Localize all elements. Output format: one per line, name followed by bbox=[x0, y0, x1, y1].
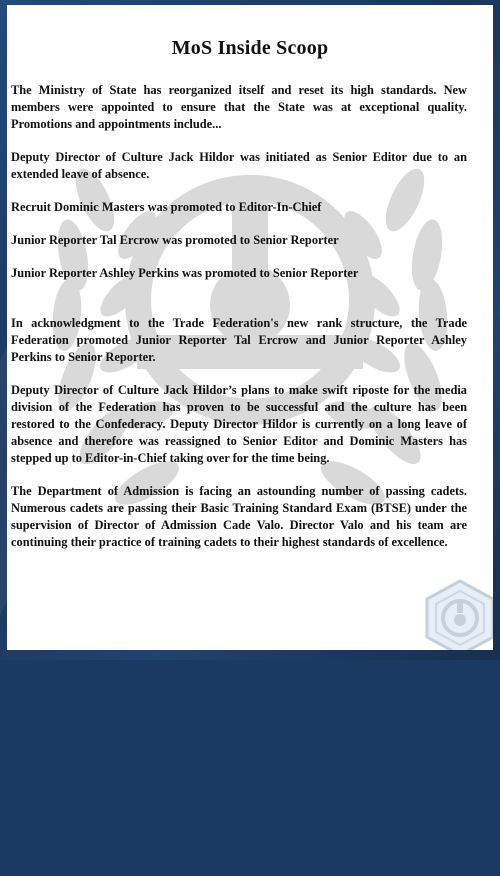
paragraph-perkins-promotion: Junior Reporter Ashley Perkins was promoted to Senior Reporter bbox=[11, 266, 359, 280]
hexagon-emblem-icon bbox=[419, 577, 493, 650]
document-title: MoS Inside Scoop bbox=[171, 37, 329, 59]
paragraph-admission: The Department of Admission is facing an astounding number of passing cadets. Numerous cadets are passing their Basic Training Standard Exam (BTSE) under the supervision of Director of Admission Cade Valo. Director Valo and his team are continuing their practice of training cadets to their highest standards of excellence. bbox=[11, 484, 467, 549]
paragraph-masters-promotion: Recruit Dominic Masters was promoted to Editor-In-Chief bbox=[11, 200, 322, 214]
spacer bbox=[11, 298, 467, 315]
article-body bbox=[11, 82, 467, 567]
paragraph-trade-federation: In acknowledgment to the Trade Federation's new rank structure, the Trade Federation promoted Junior Reporter Tal Ercrow and Junior Reporter Ashley Perkins to Senior Reporter. bbox=[11, 316, 467, 364]
paragraph-hildor-editor: Deputy Director of Culture Jack Hildor was initiated as Senior Editor due to an extended leave of absence. bbox=[11, 150, 467, 181]
paragraph-culture-division: Deputy Director of Culture Jack Hildor’s plans to make swift riposte for the media division of the Federation has proven to be successful and the culture has been restored to the Confederacy. Deputy Director Hildor is currently on a long leave of absence and therefore was reassigned to Senior Editor and Dominic Masters has stepped up to Editor-in-Chief taking over for the time being. bbox=[11, 383, 467, 465]
paragraph-ercrow-promotion: Junior Reporter Tal Ercrow was promoted to Senior Reporter bbox=[11, 233, 339, 247]
paragraph-intro: The Ministry of State has reorganized itself and reset its high standards. New members were appointed to ensure that the State was at exceptional quality. Promotions and appointments include... bbox=[11, 83, 467, 131]
